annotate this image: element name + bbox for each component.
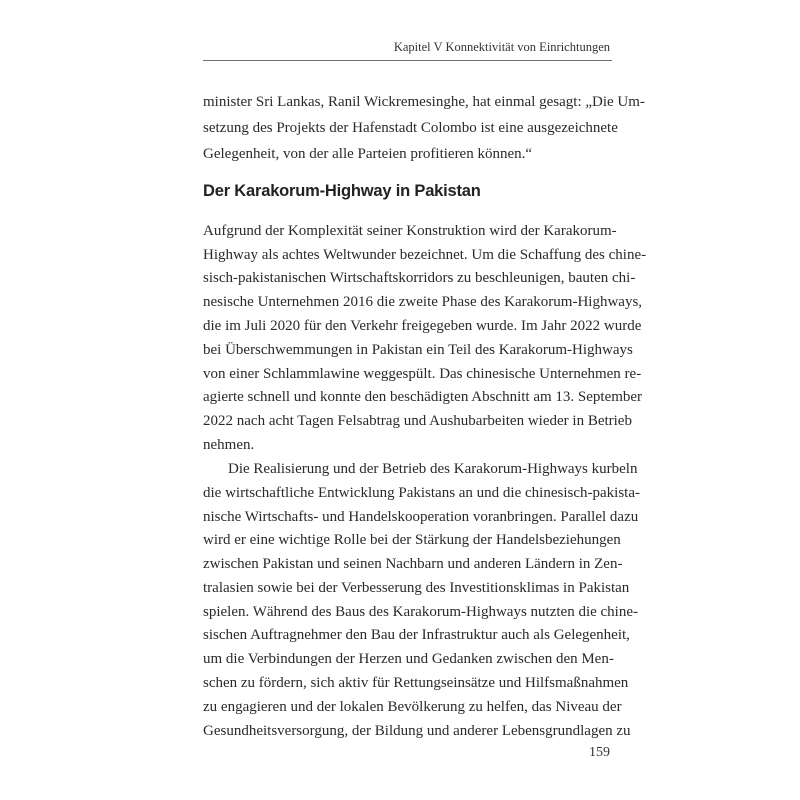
text-line: setzung des Projekts der Hafenstadt Colombo ist eine ausgezeichnete [203, 120, 618, 136]
text-line: von einer Schlammlawine weggespült. Das chinesische Unternehmen re- [203, 366, 642, 382]
text-line: Aufgrund der Komplexität seiner Konstruktion wird der Karakorum- [203, 223, 617, 239]
text-line: 2022 nach acht Tagen Felsabtrag und Aushubarbeiten wieder in Betrieb [203, 413, 632, 429]
text-line: zwischen Pakistan und seinen Nachbarn und anderen Ländern in Zen- [203, 556, 623, 572]
text-line: Highway als achtes Weltwunder bezeichnet. Um die Schaffung des chine- [203, 247, 647, 263]
text-line: tralasien sowie bei der Verbesserung des Investitionsklimas in Pakistan [203, 580, 630, 596]
text-line: die wirtschaftliche Entwicklung Pakistans an und die chinesisch-pakista- [203, 485, 640, 501]
text-line: schen zu fördern, sich aktiv für Rettungseinsätze und Hilfsmaßnahmen [203, 675, 629, 691]
section-heading: Der Karakorum-Highway in Pakistan [203, 182, 481, 200]
page-number: 159 [589, 745, 610, 760]
text-line: zu engagieren und der lokalen Bevölkerung zu helfen, das Niveau der [203, 699, 622, 715]
text-line: spielen. Während des Baus des Karakorum-Highways nutzten die chine- [203, 604, 639, 620]
header-rule [203, 60, 612, 61]
text-line: Die Realisierung und der Betrieb des Karakorum-Highways kurbeln [228, 461, 638, 477]
text-line: die im Juli 2020 für den Verkehr freigegeben wurde. Im Jahr 2022 wurde [203, 318, 642, 334]
text-line: bei Überschwemmungen in Pakistan ein Teil des Karakorum-Highways [203, 342, 633, 358]
text-line: minister Sri Lankas, Ranil Wickremesinghe, hat einmal gesagt: „Die Um- [203, 94, 645, 110]
text-line: nesische Unternehmen 2016 die zweite Phase des Karakorum-Highways, [203, 294, 643, 310]
text-line: Gesundheitsversorgung, der Bildung und anderer Lebensgrundlagen zu [203, 723, 631, 739]
text-line: nische Wirtschafts- und Handelskooperation voranbringen. Parallel dazu [203, 509, 639, 525]
running-head: Kapitel V Konnektivität von Einrichtungen [393, 40, 610, 54]
text-line: nehmen. [203, 437, 255, 453]
text-line: sisch-pakistanischen Wirtschaftskorridors zu beschleunigen, bauten chi- [203, 270, 636, 286]
text-line: Gelegenheit, von der alle Parteien profitieren können.“ [203, 146, 533, 162]
text-line: sischen Auftragnehmer den Bau der Infrastruktur auch als Gelegenheit, [203, 627, 630, 643]
text-line: um die Verbindungen der Herzen und Gedanken zwischen den Men- [203, 651, 614, 667]
text-line: agierte schnell und konnte den beschädigten Abschnitt am 13. September [203, 389, 643, 405]
text-line: wird er eine wichtige Rolle bei der Stärkung der Handelsbeziehungen [203, 532, 621, 548]
